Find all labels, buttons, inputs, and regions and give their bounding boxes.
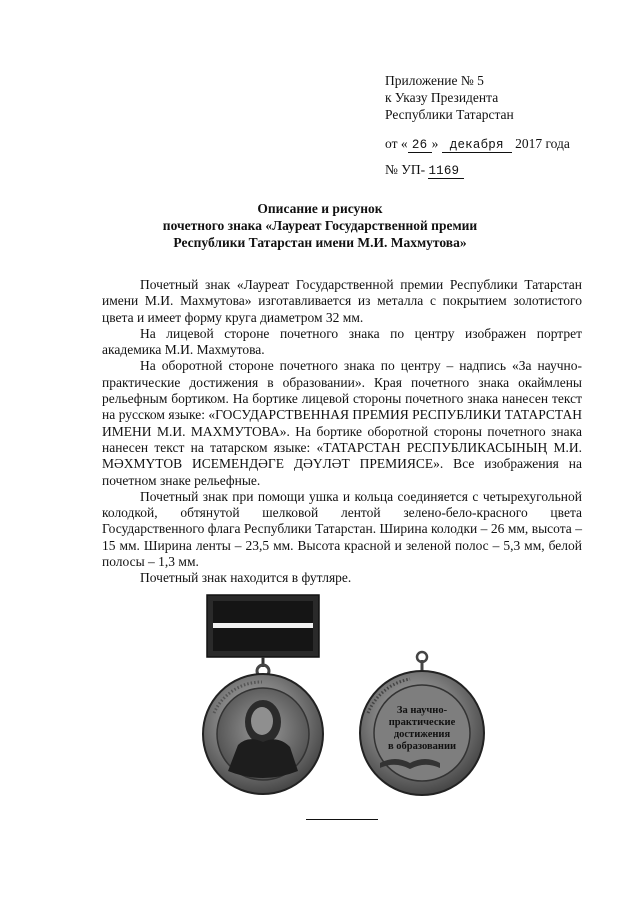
appendix-line-1: Приложение № 5 xyxy=(385,73,484,88)
paragraph-ribbon: Почетный знак при помощи ушка и кольца соединяется с четырехугольной колодкой, обтянутой шелковой лентой зелено-бело-красного цвета Государственного флага Республики Татарстан. Ширина колодки – 26 мм, высота – 15 мм. Ширина ленты – 23,5 мм. Высота красной и зеленой полос – 5,3 мм, белой полосы – 1,3 мм. xyxy=(102,488,582,570)
decree-number xyxy=(385,161,570,179)
medal-illustration xyxy=(0,585,640,835)
appendix-line-3: Республики Татарстан xyxy=(385,107,514,122)
paragraph-obverse: На лицевой стороне почетного знака по центру изображен портрет академика М.И. Махмутова. xyxy=(102,325,582,358)
medal-obverse xyxy=(203,674,323,794)
title-line-1: Описание и рисунок xyxy=(257,201,383,216)
date-mid: » xyxy=(431,136,439,151)
closing-rule xyxy=(306,819,378,820)
reverse-ring xyxy=(417,652,427,671)
paragraph-case: Почетный знак находится в футляре. xyxy=(140,570,352,586)
date-prefix: от « xyxy=(385,136,408,151)
document-title xyxy=(0,200,640,251)
title-line-2: почетного знака «Лауреат Государственной премии xyxy=(162,218,478,233)
reverse-text-1: За научно- xyxy=(396,705,448,716)
reverse-text-4: в образовании xyxy=(387,741,457,752)
paragraph-reverse: На оборотной стороне почетного знака по центру – надпись «За научно-практические достижения в образовании». Края почетного знака окаймлены рельефным бортиком. На бортике лицевой стороны почетного знака нанесен текст на русском языке: «ГОСУДАРСТВЕННАЯ ПРЕМИЯ РЕСПУБЛИКИ ТАТАРСТАН ИМЕНИ М.И. МАХМУТОВА». На бортике оборотной стороны почетного знака нанесен текст на татарском языке: «ТАТАРСТАН РЕСПУБЛИКАСЫНЫҢ М.И. МӘХМҮТОВ ИСЕМЕНДӘГЕ ДӘҮЛӘТ ПРЕМИЯСЕ». Все изображения на почетном знаке рельефные. xyxy=(102,358,582,488)
appendix-header xyxy=(385,72,570,179)
decree-date xyxy=(385,135,570,153)
reverse-text-2: практические xyxy=(388,717,456,728)
number-value: 1169 xyxy=(428,165,464,179)
reverse-text-3: достижения xyxy=(393,729,451,740)
medal-reverse xyxy=(360,671,484,795)
title-line-3: Республики Татарстан имени М.И. Махмутова» xyxy=(173,235,467,250)
number-prefix: № УП- xyxy=(385,162,426,177)
date-day: 26 xyxy=(408,139,432,153)
appendix-line-2: к Указу Президента xyxy=(385,90,499,105)
date-year: 2017 года xyxy=(515,136,570,151)
date-month: декабря xyxy=(442,139,512,153)
document-body xyxy=(102,277,582,587)
ribbon-block xyxy=(207,595,319,657)
paragraph-material: Почетный знак «Лауреат Государственной премии Республики Татарстан имени М.И. Махмутова» изготавливается из металла с покрытием золотистого цвета и имеет форму круга диаметром 32 мм. xyxy=(102,277,582,325)
